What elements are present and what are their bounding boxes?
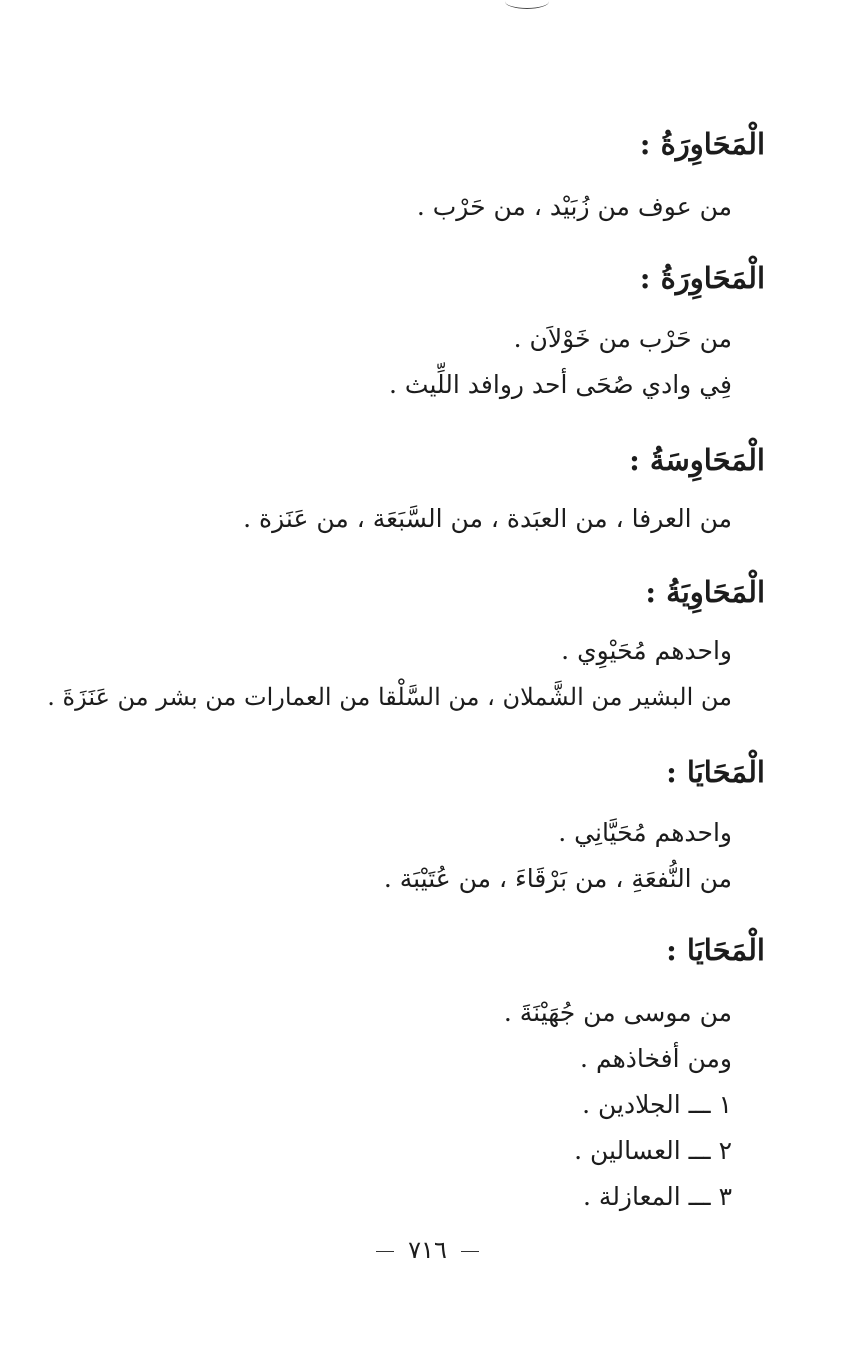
entry-line: من العرفا ، من العبَدة ، من السَّبَعَة ، من عَنَزة . [243, 504, 732, 533]
entry-line: ٢ ـــ العسالين . [574, 1136, 732, 1165]
entry-line: من موسى من جُهَيْنَةَ . [503, 998, 732, 1027]
entry-line: من حَرْب من خَوْلاَن . [513, 324, 732, 353]
entry-line: من النُّفعَةِ ، من بَرْقَاءَ ، من عُتَيْبَة . [383, 864, 732, 893]
entry-al-mahawira-1 [60, 122, 765, 230]
entry-heading: الْمَحَاوِيَةُ : [645, 575, 765, 609]
entry-al-mahawira-2 [60, 256, 765, 408]
entry-heading: الْمَحَاوِسَةُ : [629, 443, 765, 477]
entry-al-mahaya-1 [60, 750, 765, 902]
entry-line: من البشير من الشَّملان ، من السَّلْقا من العمارات من بشر من عَنَزَةَ . [47, 683, 732, 711]
entry-line: فِي وادي صُحَى أحد روافد اللِّيث . [389, 370, 732, 399]
folio-dash-left [376, 1251, 394, 1252]
entry-line: ومن أفخاذهم . [580, 1044, 732, 1073]
top-arc-mark [505, 0, 549, 9]
page-number-footer [0, 1236, 855, 1264]
entry-line: من عوف من زُبَيْد ، من حَرْب . [416, 192, 732, 221]
entry-heading: الْمَحَاوِرَةُ : [639, 261, 765, 295]
entry-al-mahaya-2 [60, 928, 765, 1220]
entry-heading: الْمَحَايَا : [666, 755, 765, 789]
entry-line: واحدهم مُحَيَّانِي . [558, 818, 732, 847]
entry-heading: الْمَحَايَا : [666, 933, 765, 967]
page-number: ٧١٦ [408, 1236, 447, 1264]
entry-al-mahawiya [47, 570, 765, 720]
entry-heading: الْمَحَاوِرَةُ : [639, 127, 765, 161]
folio-dash-right [461, 1251, 479, 1252]
entry-al-mahawisa [60, 438, 765, 542]
entry-line: واحدهم مُحَيْوِي . [561, 636, 732, 665]
entry-line: ٣ ـــ المعازلة . [583, 1182, 732, 1211]
entry-line: ١ ـــ الجلادين . [582, 1090, 732, 1119]
